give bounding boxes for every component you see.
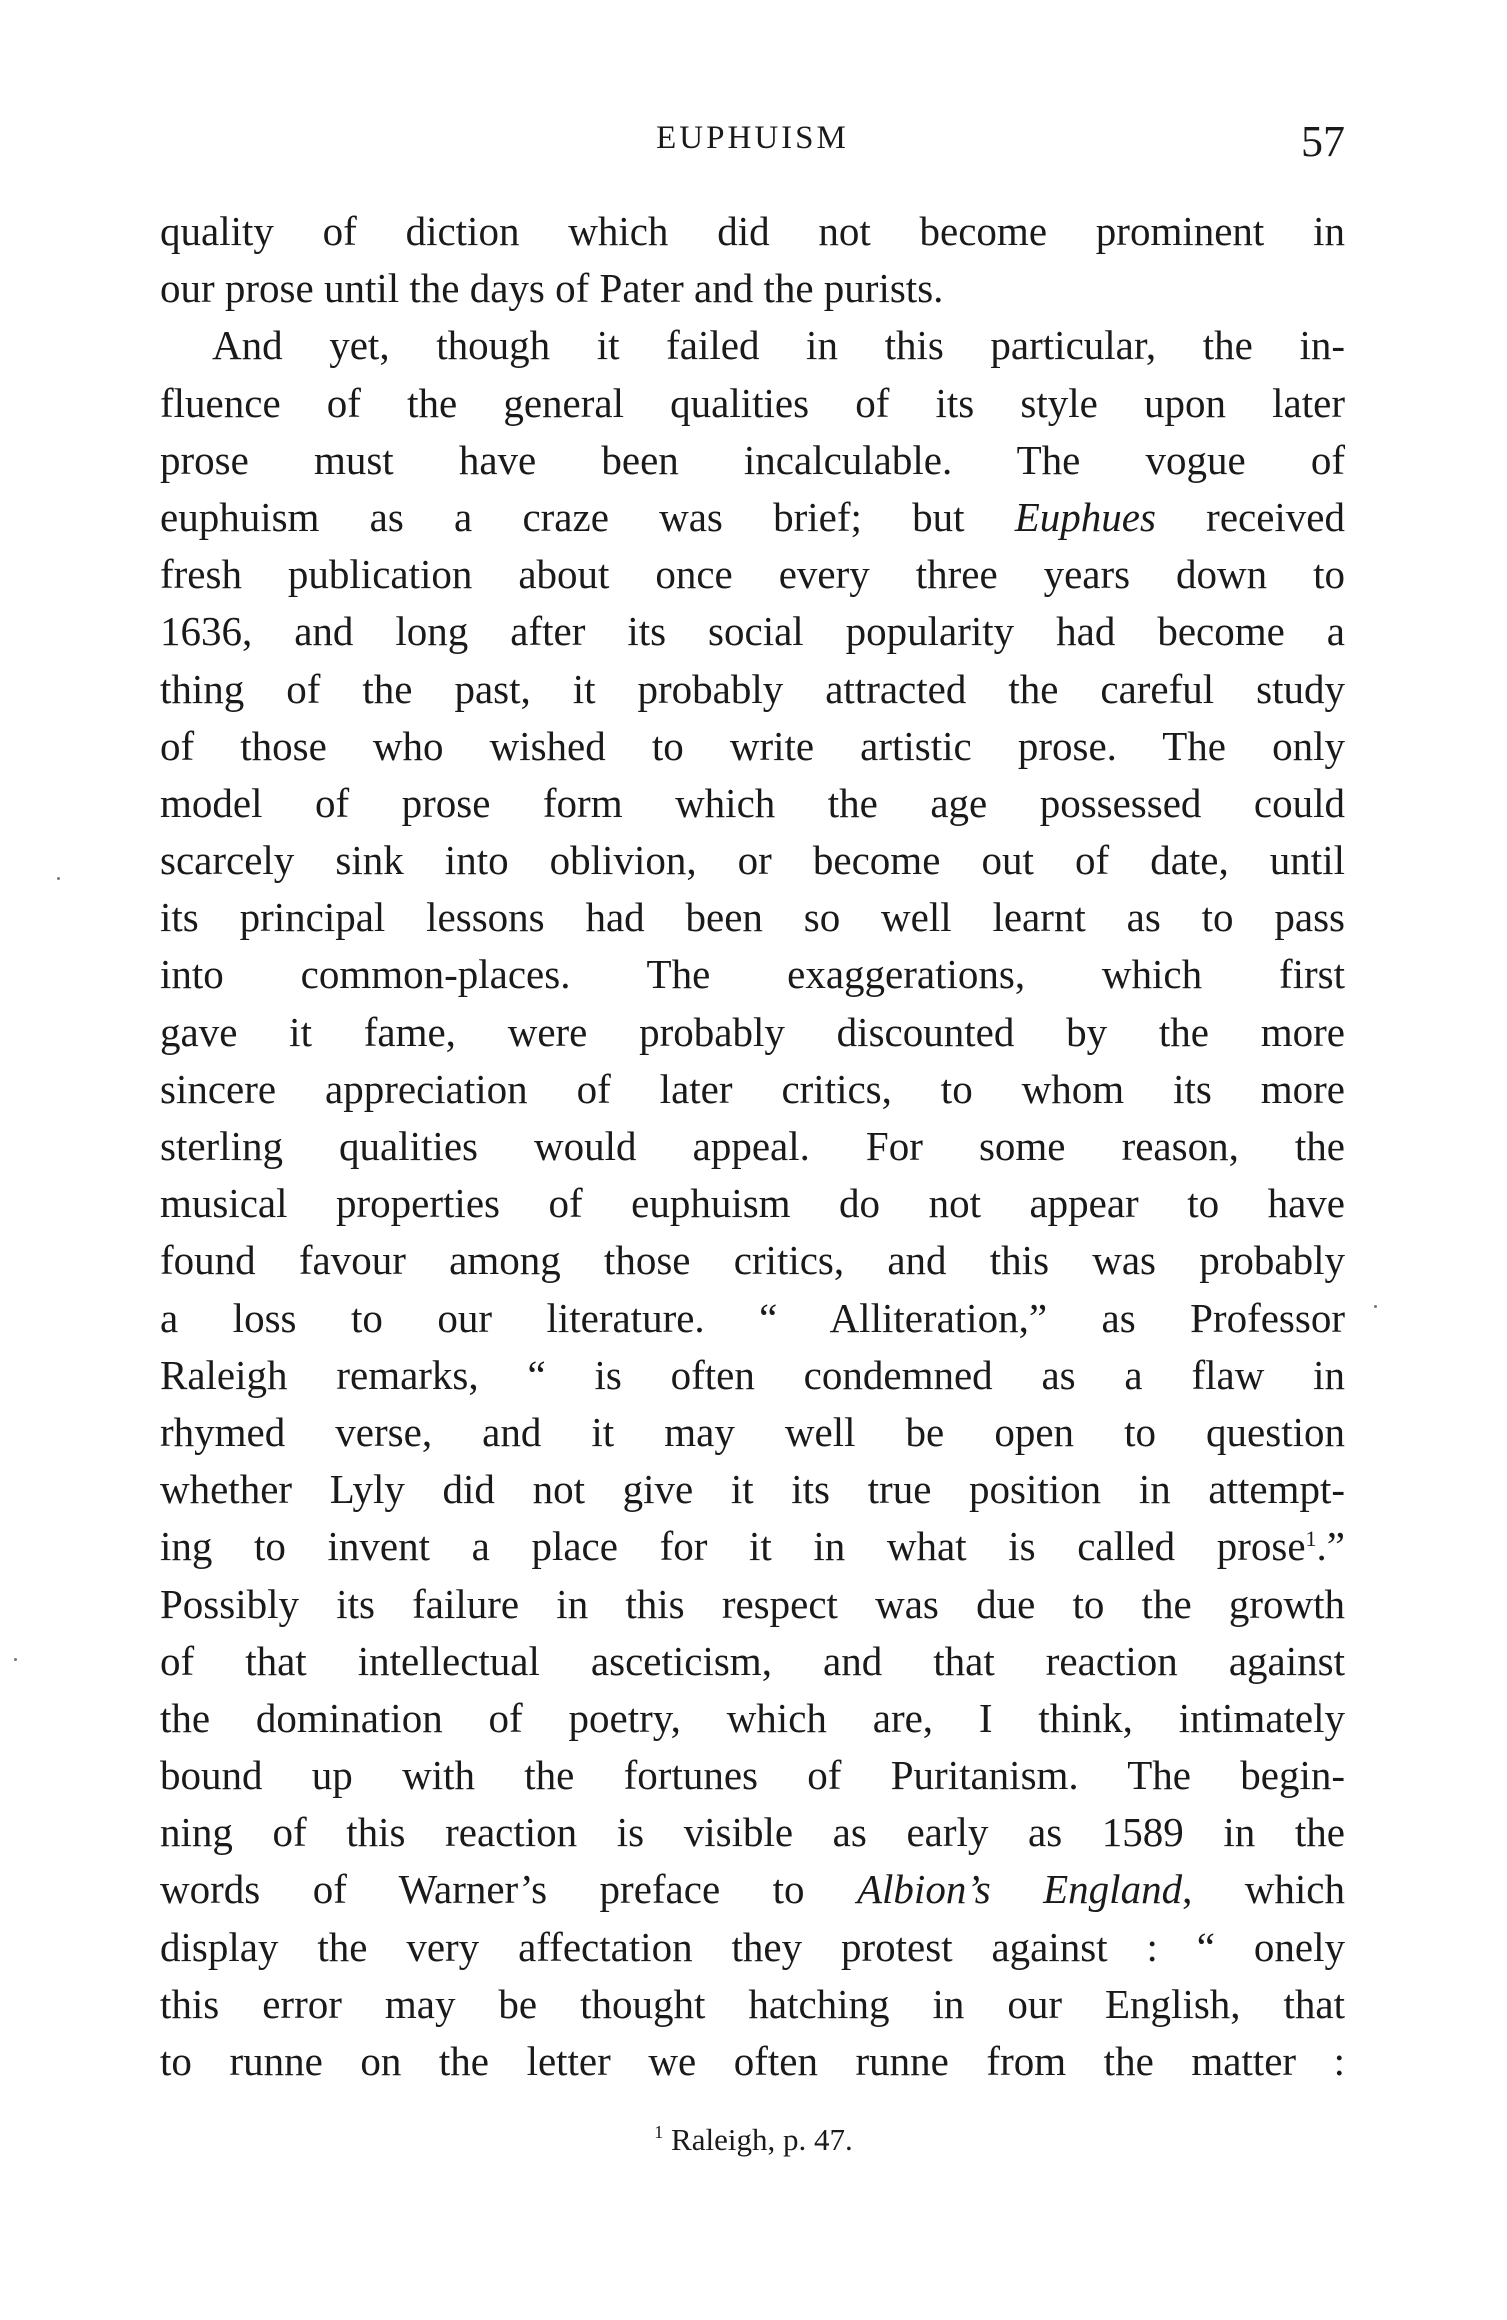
- text-line: [160, 489, 1345, 546]
- text-line: gave it fame, were probably discounted by the more: [160, 1008, 1345, 1055]
- text-line: 1636, and long after its social popularity had become a: [160, 608, 1345, 655]
- paper-speck: [57, 877, 60, 880]
- text-line: sterling qualities would appeal. For some reason, the: [160, 1123, 1345, 1169]
- text-line: thing of the past, it probably attracted the careful study: [160, 665, 1345, 712]
- page-number: 57: [1301, 117, 1345, 166]
- text-line: musical properties of euphuism do not appear to have: [160, 1180, 1345, 1227]
- text-run: .”: [1316, 1523, 1345, 1570]
- book-title-albions-england: Albion’s England: [857, 1866, 1183, 1913]
- text-run: , which: [1182, 1866, 1345, 1913]
- text-line: this error may be thought hatching in our English, that: [160, 1980, 1345, 2027]
- paper-speck: [14, 1658, 17, 1661]
- text-line: a loss to our literature. “ Alliteration,” as Professor: [160, 1294, 1345, 1341]
- text-line: scarcely sink into oblivion, or become out of date, until: [160, 837, 1345, 884]
- text-run: received: [1155, 493, 1345, 540]
- footnote: [0, 2122, 1507, 2158]
- text-line: found favour among those critics, and this was probably: [160, 1237, 1345, 1284]
- text-line: our prose until the days of Pater and the purists.: [160, 265, 944, 312]
- page-header: [160, 117, 1345, 176]
- text-line: to runne on the letter we often runne from the matter :: [160, 2038, 1345, 2084]
- text-line: bound up with the fortunes of Puritanism. The begin-: [160, 1752, 1345, 1799]
- book-title-euphues: Euphues: [1014, 493, 1156, 540]
- text-line: model of prose form which the age possessed could: [160, 779, 1345, 826]
- text-line: [160, 1861, 1345, 1918]
- text-line: into common-places. The exaggerations, which first: [160, 951, 1345, 998]
- running-head: EUPHUISM: [656, 120, 849, 156]
- text-line: prose must have been incalculable. The vogue of: [160, 436, 1345, 483]
- text-line: [160, 1518, 1345, 1575]
- body-text: [160, 203, 1345, 2090]
- text-line: fluence of the general qualities of its style upon later: [160, 379, 1345, 426]
- text-run: ing to invent a place for it in what is called prose: [160, 1523, 1306, 1570]
- text-run: euphuism as a craze was brief; but: [160, 493, 1015, 540]
- text-line: of that intellectual asceticism, and that reaction against: [160, 1637, 1345, 1684]
- text-line: rhymed verse, and it may well be open to question: [160, 1408, 1345, 1455]
- text-line: the domination of poetry, which are, I think, intimately: [160, 1694, 1345, 1741]
- footnote-text: Raleigh, p. 47.: [671, 2122, 853, 2157]
- text-line: fresh publication about once every three years down to: [160, 551, 1345, 598]
- text-line: sincere appreciation of later critics, to whom its more: [160, 1065, 1345, 1112]
- text-line: Possibly its failure in this respect was due to the growth: [160, 1580, 1345, 1627]
- paper-speck: [1374, 1305, 1377, 1308]
- text-line: And yet, though it failed in this particular, the in-: [212, 322, 1345, 369]
- footnote-reference: 1: [1305, 1526, 1317, 1552]
- footnote-marker: 1: [654, 2122, 664, 2142]
- text-line: display the very affectation they protest against : “ onely: [160, 1923, 1345, 1970]
- text-line: of those who wished to write artistic prose. The only: [160, 722, 1345, 769]
- text-run: words of Warner’s preface to: [160, 1866, 857, 1913]
- text-line: its principal lessons had been so well learnt as to pass: [160, 894, 1345, 941]
- text-line: quality of diction which did not become prominent in: [160, 208, 1345, 254]
- text-line: Raleigh remarks, “ is often condemned as a flaw in: [160, 1351, 1345, 1398]
- text-line: whether Lyly did not give it its true position in attempt-: [160, 1466, 1345, 1513]
- text-line: ning of this reaction is visible as early as 1589 in the: [160, 1809, 1345, 1856]
